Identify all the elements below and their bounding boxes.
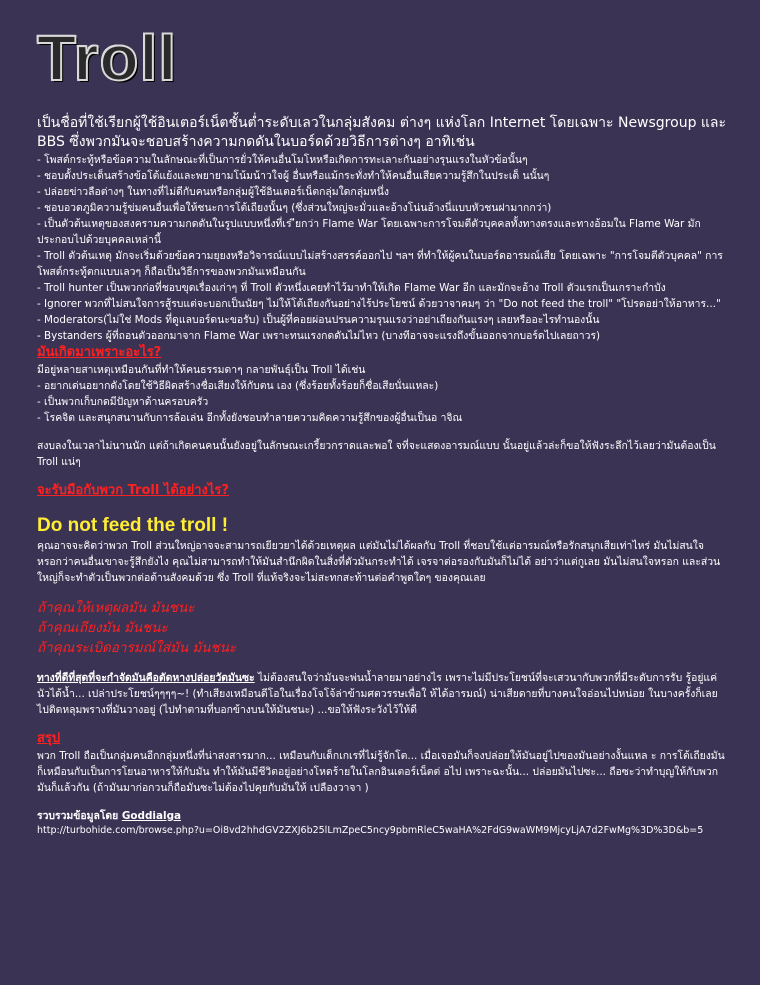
list-item: - เป็นตัวต้นเหตุของสงครามความกดดันในรูปแบบหนึ่งที่เร ียกว่า Flame War โดยเฉพาะการโจมตีตัวบุคคลทั้งทางตรงและทางอ้อมใน Flame War มักประกอบไปด้วยบุคคลเหล่านี้ [37, 218, 701, 246]
warning-line: ถ้าคุณให้เหตุผลมัน มันชนะ [37, 600, 195, 616]
best-way-heading: ทางที่ดีที่สุดที่จะกำจัดมันคือตัดหางปล่อยวัดมันซะ [37, 672, 255, 684]
best-way-body: ไม่ต้องสนใจว่ามันจะพ่นน้ำลายมาอย่างไร เพราะไม่มีประโยชน์ที่จะเสวนากับพวกที่มีระดับการรับ รู้อยู่แค่นัวได้น้ำ... เปล่าประโยชน์ๆๆๆๆ~! (ทำเสียงเหมือนดีโอในเรื่องโจโจ้ล่าข้ามศตวรรษเพื่อใ ห้ได้อารมณ์) น่าเสียดายที่บางคนใจอ่อนไปหน่อย ในบางครั้งก็เลยไปติดหลุมพรางที่มันวางอยู่ (ไปทำตามที่บอกข้างบนให้มันชนะ) ...ขอให้ฟังระวังไว้ให้ดี [37, 672, 718, 716]
warnings-block [37, 598, 727, 658]
why-intro: มีอยู่หลายสาเหตุเหมือนกันที่ทำให้คนธรรมดาๆ กลายพันธุ์เป็น Troll ได้เช่น [37, 364, 366, 376]
article [37, 22, 727, 838]
list-item: - อยากเด่นอยากดังโดยใช้วิธีผิดสร้างชื่อเสียงให้กับตน เอง (ซึ่งร้อยทั้งร้อยก็ชื่อเสียนั่นแหละ) [37, 380, 439, 392]
list-item: - Troll ตัวต้นเหตุ มักจะเริ่มด้วยข้อความยุยงหรือวิจารณ์แบบไม่สร้างสรรค์ออกไป ฯลฯ ที่ทำให้ผู้คนในบอร์ดอารมณ์เสีย โดยเฉพาะ "การโจมตีตัวบุคคล" การโพสต์กระทู้ตกแบบเลวๆ ก็ถือเป็นวิธีการของพวกมันเหมือนกัน [37, 250, 723, 278]
do-not-feed-heading: Do not feed the troll ! [37, 515, 229, 536]
intro-paragraph: เป็นชื่อที่ใช้เรียกผู้ใช้อินเตอร์เน็ตชั้นต่ำระดับเลวในกลุ่มสังคม ต่างๆ แห่งโลก Internet โดยเฉพาะ Newsgroup และ BBS ซึ่งพวกมันจะชอบสร้างความกดดันในบอร์ดด้วยวิธีการต่างๆ อาทิเช่น [37, 115, 727, 150]
troll-traits-list [37, 152, 727, 344]
dnf-paragraph: คุณอาจจะคิดว่าพวก Troll ส่วนใหญ่อาจจะสามารถเยียวยาได้ด้วยเหตุผล แต่มันไม่ได้ผลกับ Troll ที่ชอบใช้แต่อารมณ์หรือรักสนุกเสียเท่าไหร่ มันไม่สนใจหรอกว่าคนอื่นเขาจะรู้สึกยังไง คุณไม่สามารถทำให้มันสำนึกผิดในสิ่งที่ตัวมันกระทำได้ เจรจาต่อรองกับมันก็ไม่ได้ อย่าว่าแต่กูเลย มันไม่สนใจหรอก และส่วนใหญ่ก็จะทำตัวเป็นพวกต่อต้านสังคมด้วย ซึ่ง Troll ที่แท้จริงจะไม่สะทกสะท้านต่อคำพูดใดๆ ของคุณเลย [37, 540, 721, 584]
credit-line [37, 808, 727, 824]
why-outro: สงบลงในเวลาไม่นานนัก แต่ถ้าเกิดคนคนนั้นยังอยู่ในลักษณะเกรี้ยวกราดและพอใ จที่จะแสดงอารมณ์แบบ นั้นอยู่แล้วล่ะก็ขอให้ฟังระลึกไว้เลยว่ามันต้องเป็น Troll แน่ๆ [37, 440, 716, 468]
list-item: - Moderators(ไม่ใช่ Mods ที่ดูแลบอร์ดนะขอรับ) เป็นผู้ที่คอยผ่อนปรนความรุนแรงว่าอย่าเถียงกันแรงๆ เลยหรืออะไรทำนองนั้น [37, 314, 600, 326]
source-url-link[interactable]: http://turbohide.com/browse.php?u=Oi8vd2hhdGV2ZXJ6b25lLmZpeC5ncy9pbmRleC5waHA%2FdG9waWM9MjcyLjA7d2FwMg%3D%3D&b=5 [37, 825, 704, 836]
summary-heading: สรุป [37, 731, 61, 746]
list-item: - ชอบตั้งประเด็นสร้างข้อโต้แย้งและพยายามโน้มน้าวใจผู้ อื่นหรือแม้กระทั่งทำให้คนอื่นเสียความรู้สึกในประเด็ นนั้นๆ [37, 170, 550, 182]
list-item: - ชอบอวดภูมิความรู้ข่มคนอื่นเพื่อให้ชนะการโต้เถียงนั้นๆ (ซึ่งส่วนใหญ่จะมั่วและอ้างโน่นอ้างนี่แบบหัวชนฝามากกว่า) [37, 202, 552, 214]
list-item: - Ignorer พวกที่ไม่สนใจการสู้รบแต่จะบอกเป็นนัยๆ ไม่ให้โต้เถียงกันอย่างไร้ประโยชน์ ด้วยวาจาคมๆ ว่า "Do not feed the troll" "โปรดอย่าให้อาหาร..." [37, 298, 721, 310]
why-reasons-list [37, 378, 727, 426]
list-item: - Bystanders ผู้ที่ถอนตัวออกมาจาก Flame War เพราะทนแรงกดดันไม่ไหว (บางทีอาจจะแรงถึงขั้นออกจากบอร์ดไปเลยถาวร) [37, 330, 601, 342]
list-item: - โรคจิต และสนุกสนานกับการล้อเล่น อีกทั้งยังชอบทำลายความคิดความรู้สึกของผู้อื่นเป็นอ าจิณ [37, 412, 463, 424]
list-item: - ปล่อยข่าวลือต่างๆ ในทางที่ไม่ดีกับคนหรือกลุ่มผู้ใช้อินเตอร์เน็ตกลุ่มใดกลุ่มหนึ่ง [37, 186, 389, 198]
list-item: - Troll hunter เป็นพวกก่อที่ชอบขุดเรื่องเก่าๆ ที่ Troll ตัวหนึ่งเคยทำไว้มาทำให้เกิด Flame War อีก และมักจะอ้าง Troll ตัวแรกเป็นเกราะกำบัง [37, 282, 666, 294]
why-heading: มันเกิดมาเพราะอะไร? [37, 345, 162, 360]
list-item: - โพสต์กระทู้หรือข้อความในลักษณะที่เป็นการยั่วให้คนอื่นโมโหหรือเกิดการทะเลาะกันอย่างรุนแรงในหัวข้อนั้นๆ [37, 154, 528, 166]
howto-heading: จะรับมือกับพวก Troll ได้อย่างไร? [37, 483, 229, 498]
best-way-paragraph [37, 670, 727, 718]
warning-line: ถ้าคุณระเบิดอารมณ์ใส่มัน มันชนะ [37, 640, 237, 656]
credit-label: รวบรวมข้อมูลโดย [37, 810, 119, 822]
list-item: - เป็นพวกเก็บกดมีปัญหาด้านครอบครัว [37, 396, 209, 408]
credit-author-link[interactable]: Goddialga [121, 810, 182, 822]
troll-logo-title: Troll [37, 22, 178, 94]
summary-paragraph: พวก Troll ถือเป็นกลุ่มคนอีกกลุ่มหนึ่งที่น่าสงสารมาก... เหมือนกับเด็กเกเรที่ไม่รู้จักโต... เมื่อเจอมันก็จงปล่อยให้มันอยู่ไปของมันอย่างงั้นแหล ะ การโต้เถียงมันก็เหมือนกับเป็นการโยนอาหารให้กับมัน ทำให้มันมีชีวิตอยู่อย่างโหดร้ายในโลกอินเตอร์เน็ตต่ อไป เพราะฉะนั้น... ปล่อยมันไปซะ... ถือซะว่าทำบุญให้กับพวกมันก็แล้วกัน (ถ้ามันมาก่อกวนก็ถือมันซะไม่ต้องไปคุยกับมันให้ เปลืองวาจา ) [37, 750, 725, 794]
warning-line: ถ้าคุณเถียงมัน มันชนะ [37, 620, 168, 636]
